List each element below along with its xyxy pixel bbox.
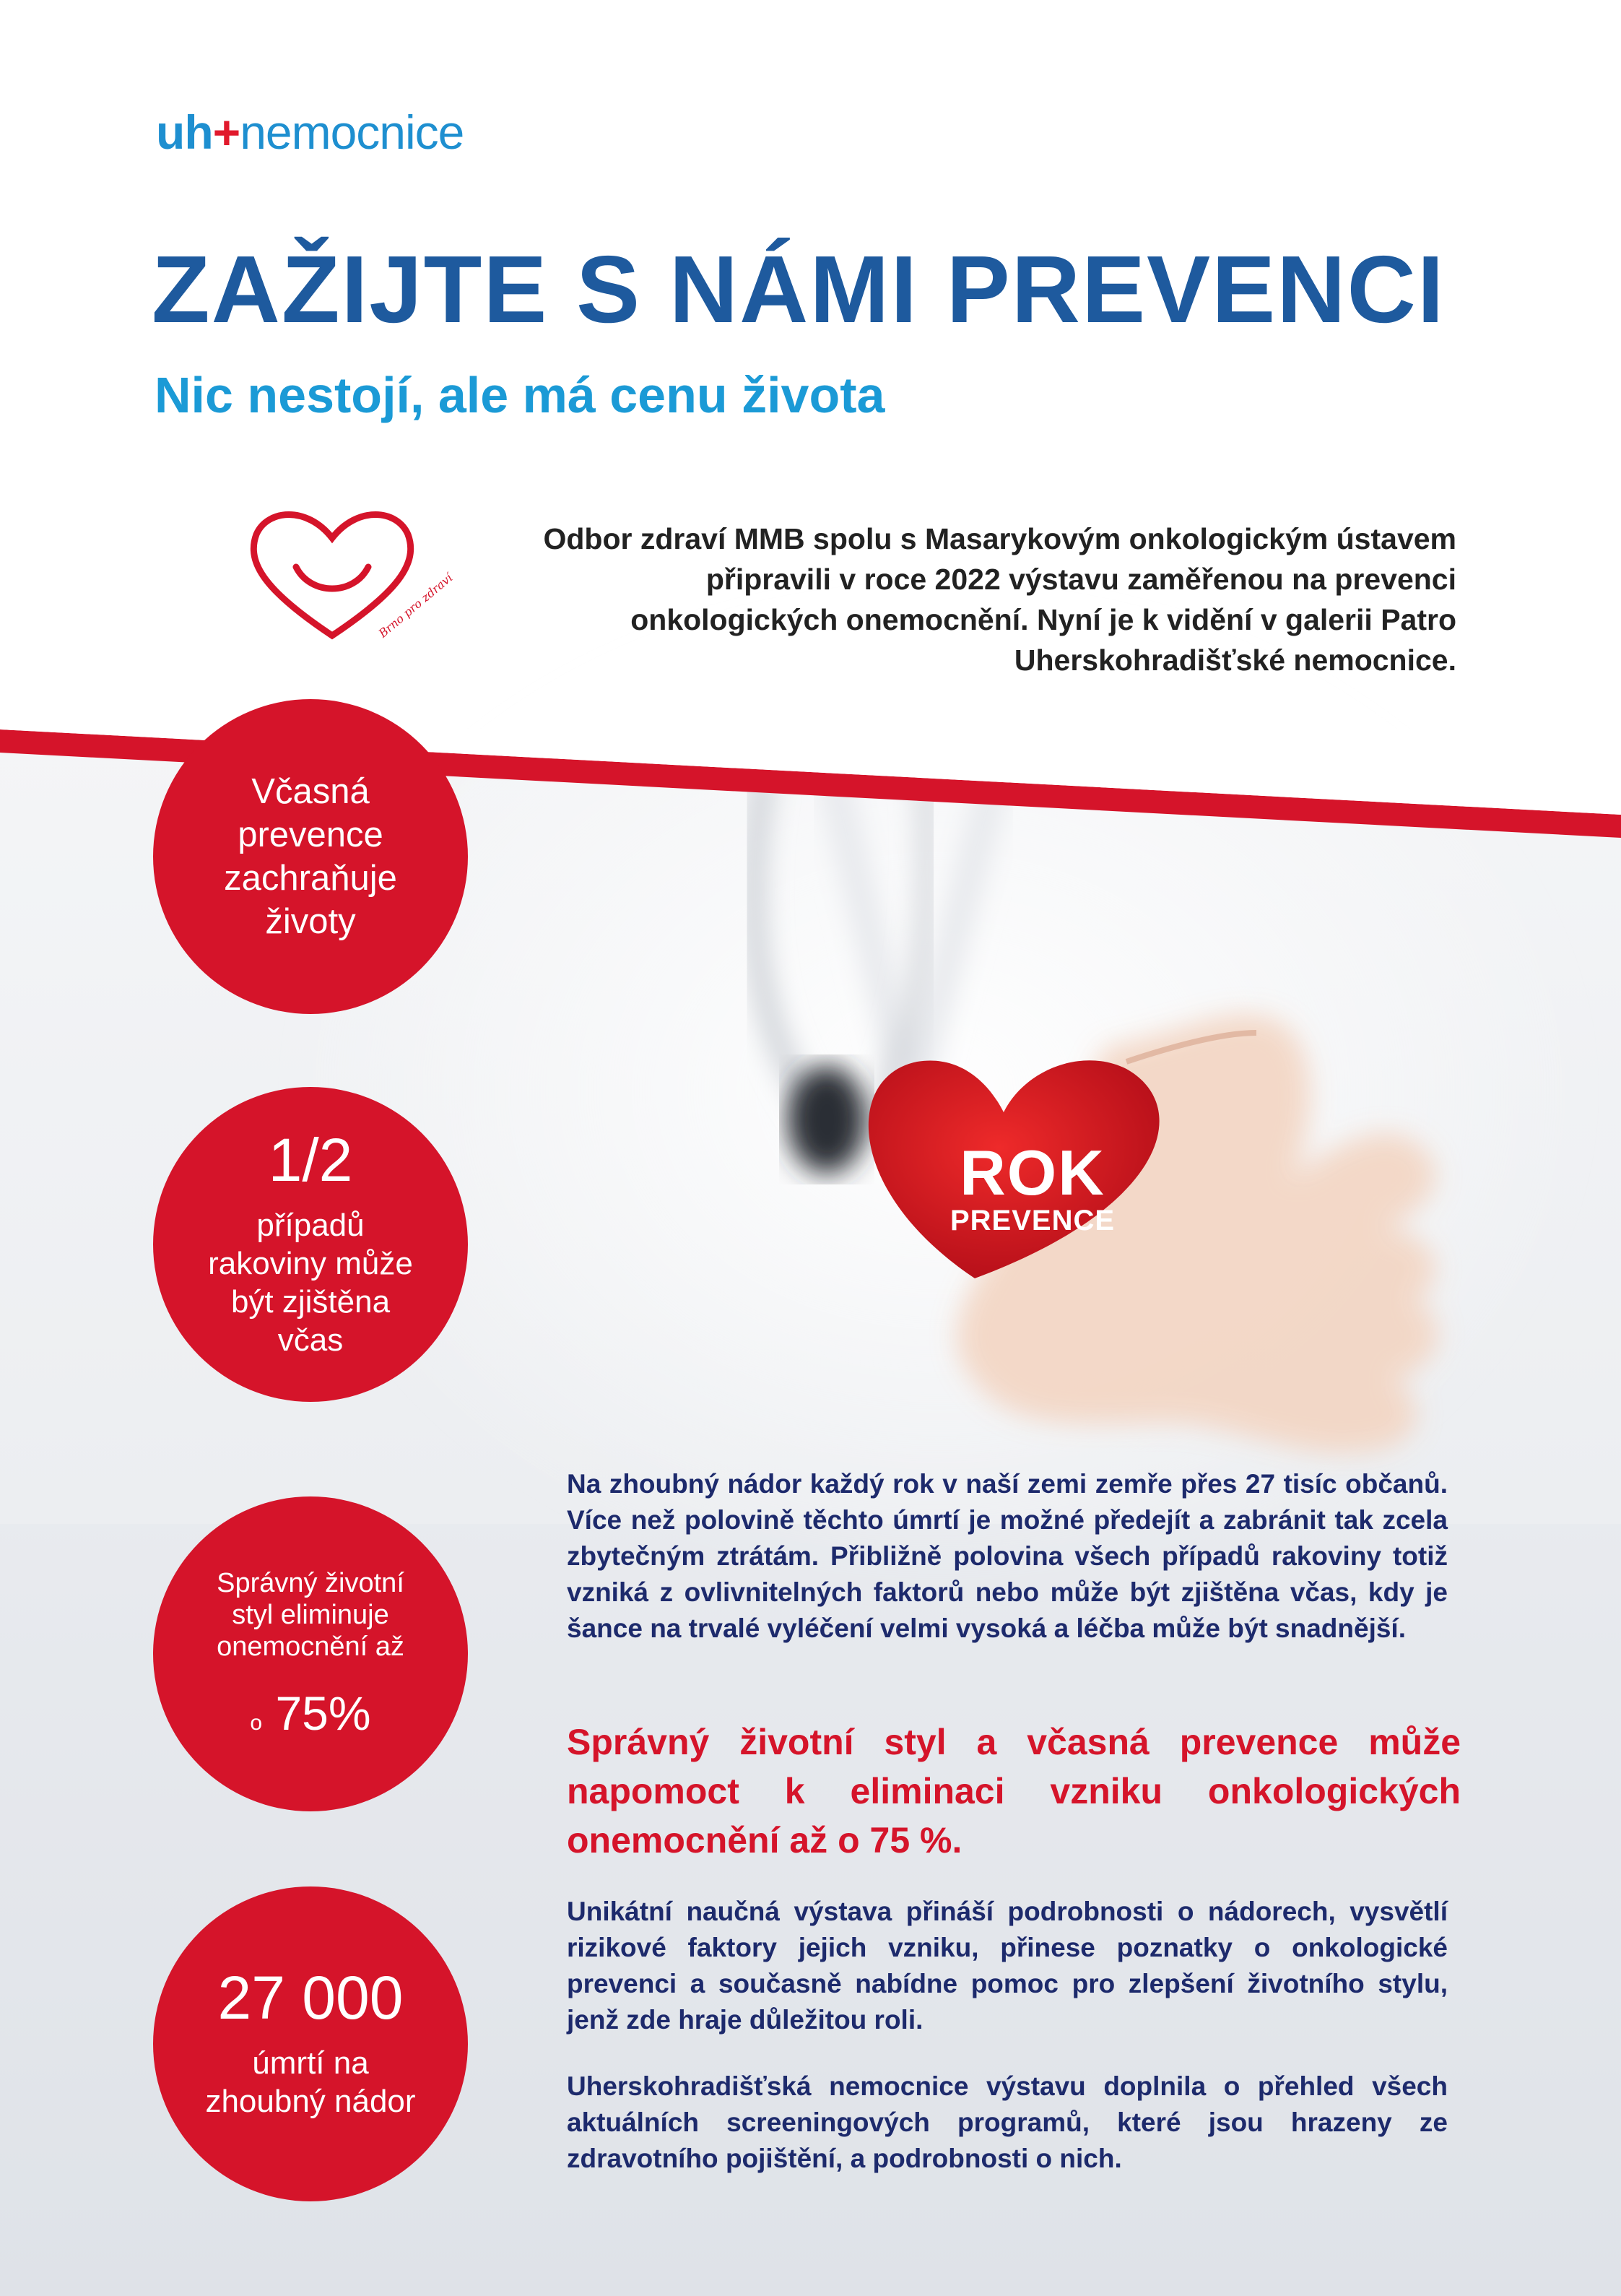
circle-text: případů rakoviny může být zjištěna včas (208, 1208, 413, 1358)
stat-circle-deaths (153, 1886, 468, 2201)
circle-big-number: 27 000 (217, 1964, 404, 2032)
circle-text: Včasná prevence zachraňuje životy (224, 772, 397, 941)
stat-circle-lifestyle (153, 1496, 468, 1811)
rok-prevence-badge (939, 1137, 1126, 1236)
circle-percent-o: o (250, 1711, 263, 1735)
circle-text: Správný životní styl eliminuje onemocnění až (217, 1568, 404, 1662)
heart-logo-script: Brno pro zdraví (375, 571, 456, 641)
badge-line2: PREVENCE (949, 1205, 1116, 1236)
circle-text: úmrtí na zhoubný nádor (205, 2045, 416, 2119)
hospital-logo (156, 105, 464, 159)
body-paragraph-1: Na zhoubný nádor každý rok v naší zemi zemře přes 27 tisíc občanů. Více než polovině těchto úmrtí je možné předejít a zabránit tak zcela zbytečným ztrátám. Přibližně polovina všech případů rakoviny totiž vzniká z ovlivnitelných faktorů nebo může být zjištěna včas, kdy je šance na trvalé vyléčení velmi vysoká a léčba může být snadnější. (567, 1469, 1448, 1643)
body-paragraph-3: Uherskohradišťská nemocnice výstavu doplnila o přehled všech aktuálních screeningových programů, které jsou hrazeny ze zdravotního pojištění, a podrobnosti o nich. (567, 2071, 1448, 2173)
smiling-heart-icon (238, 498, 456, 650)
stat-circle-half (153, 1087, 468, 1402)
body-paragraph-2: Unikátní naučná výstava přináší podrobnosti o nádorech, vysvětlí rizikové faktory jejich vzniku, přinese poznatky o onkologické prevenci a současně nabídne pomoc pro zlepšení životního stylu, jenž zde hraje důležitou roli. (567, 1897, 1448, 2035)
badge-line1: ROK (960, 1137, 1105, 1208)
circle-big-number: 1/2 (268, 1126, 353, 1194)
stat-circle-prevention (153, 699, 468, 1014)
page-subtitle: Nic nestojí, ale má cenu života (155, 367, 885, 423)
intro-text: Odbor zdraví MMB spolu s Masarykovým onkologickým ústavem připravili v roce 2022 výstavu zaměřenou na prevenci onkologických onemocnění. Nyní je k vidění v galerii Patro Uherskohradišťské nemocnice. (543, 522, 1456, 677)
highlight-paragraph: Správný životní styl a včasná prevence může napomoct k eliminaci vzniku onkologických onemocnění až o 75 %. (567, 1722, 1461, 1860)
logo-plus: + (212, 105, 240, 159)
circle-percent (250, 1686, 370, 1741)
logo-brand: nemocnice (240, 105, 464, 159)
page-title: ZAŽIJTE S NÁMI PREVENCI (152, 236, 1446, 342)
logo-uh: uh (156, 105, 213, 159)
circle-percent-value: 75% (275, 1686, 371, 1740)
